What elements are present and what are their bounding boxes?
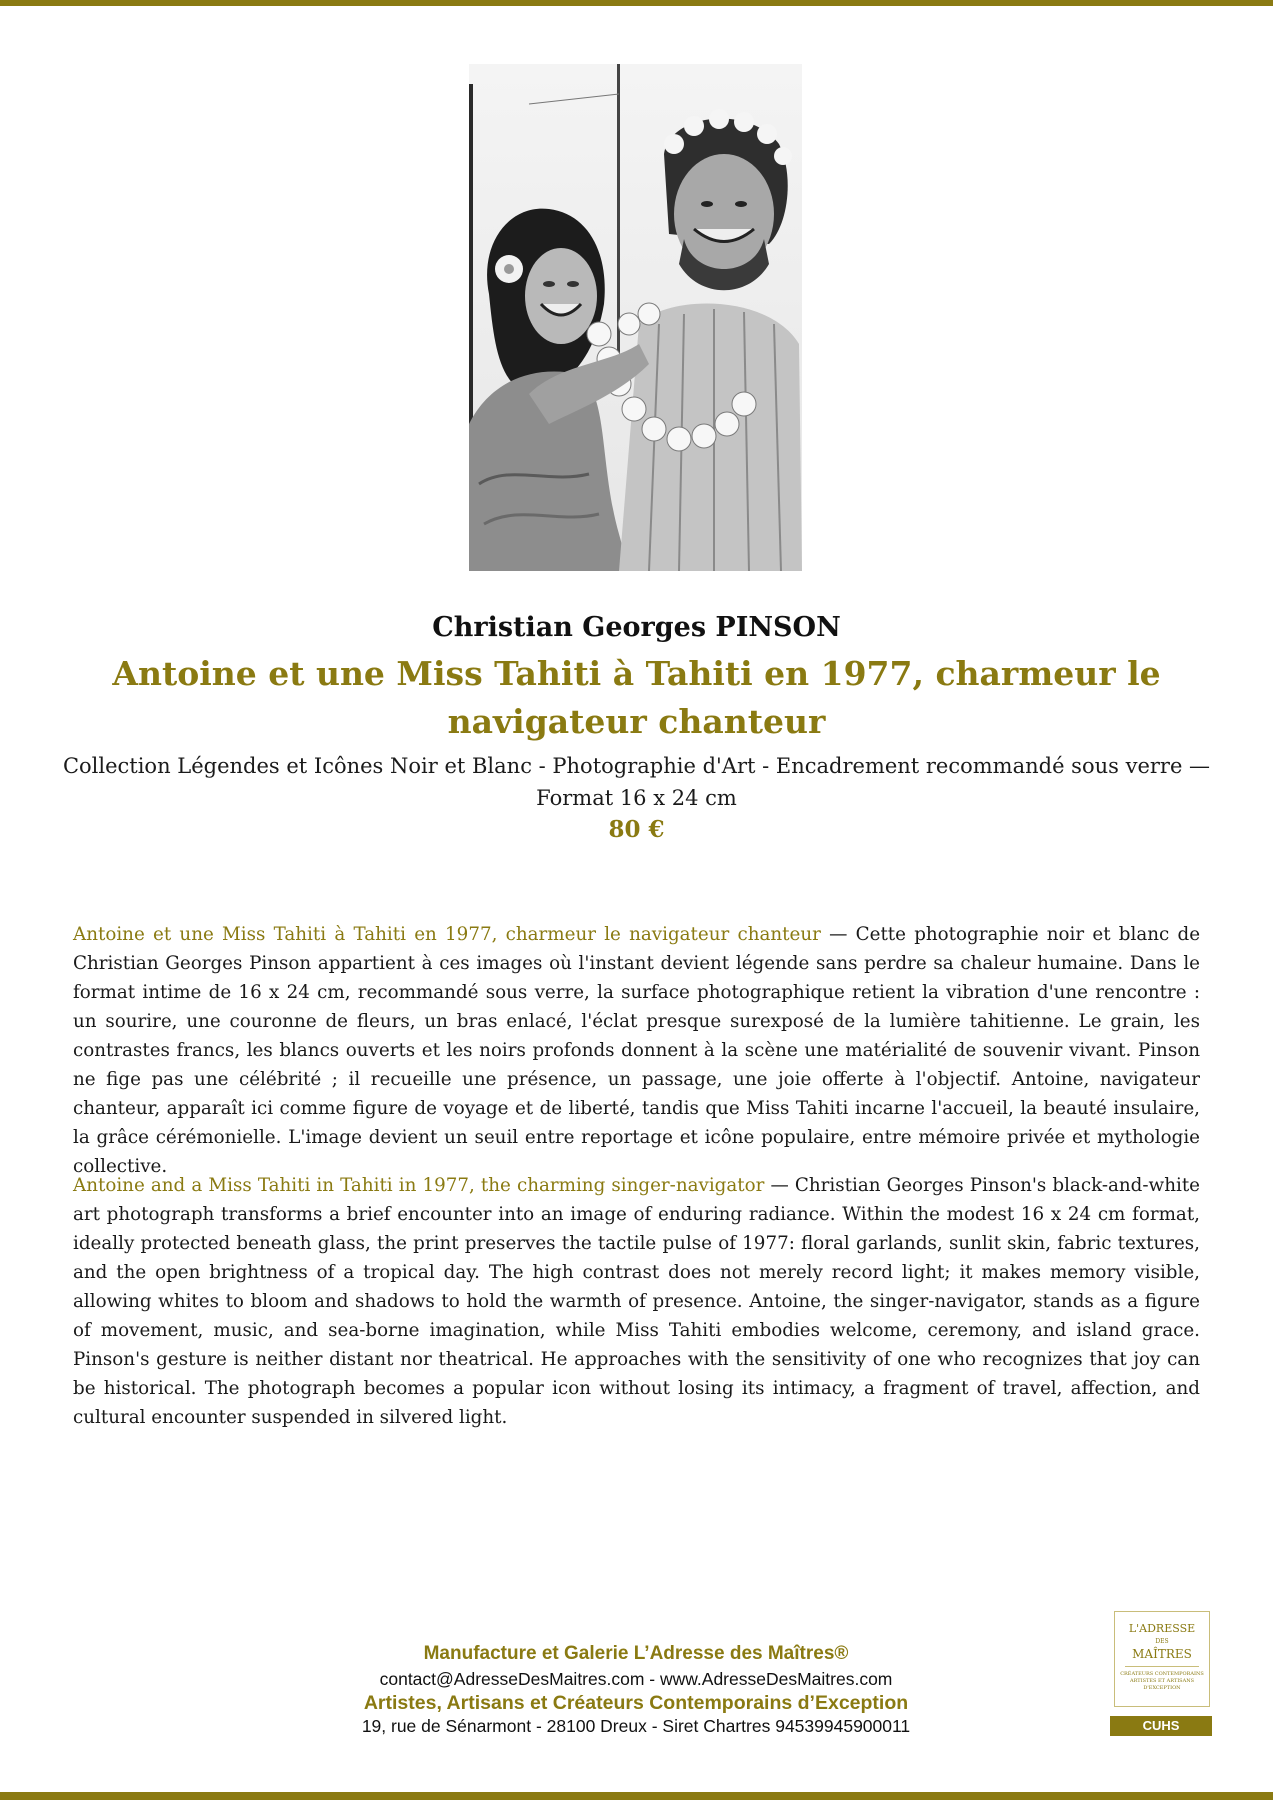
subtitle-line-1: Collection Légendes et Icônes Noir et Blanc - Photographie d'Art - Encadrement recommandé sous verre —	[62, 754, 1211, 778]
description-english-text: — Christian Georges Pinson's black-and-white art photograph transforms a brief encounter into an image of enduring radiance. Within the modest 16 x 24 cm format, ideally protected beneath glass, the print preserves the tactile pulse of 1977: floral garlands, sunlit skin, fabric textures, and the open brightness of a tropical day. The high contrast does not merely record light; it makes memory visible, allowing whites to bloom and shadows to hold the warmth of presence. Antoine, the singer-navigator, stands as a figure of movement, music, and sea-borne imagination, while Miss Tahiti embodies welcome, ceremony, and island grace. Pinson's gesture is neither distant nor theatrical. He approaches with the sensitivity of one who recognizes that joy can be historical. The photograph becomes a popular icon without losing its intimacy, a fragment of travel, affection, and cultural encounter suspended in silvered light.	[73, 1175, 1200, 1428]
gallery-logo	[1114, 1611, 1210, 1707]
top-accent-bar	[0, 0, 1273, 6]
artwork-title: Antoine et une Miss Tahiti à Tahiti en 1977, charmeur le navigateur chanteur	[112, 654, 1161, 741]
logo-divider	[1125, 1666, 1199, 1667]
description-french-text: — Cette photographie noir et blanc de Christian Georges Pinson appartient à ces images où l'instant devient légende sans perdre sa chaleur humaine. Dans le format intime de 16 x 24 cm, recommandé sous verre, la surface photographique retient la vibration d'une rencontre : un sourire, une couronne de fleurs, un bras enlacé, l'éclat presque surexposé de la lumière tahitienne. Le grain, les contrastes francs, les blancs ouverts et les noirs profonds donnent à la scène une matérialité de souvenir vivant. Pinson ne fige pas une célébrité ; il recueille une présence, un passage, une joie offerte à l'objectif. Antoine, navigateur chanteur, apparaît ici comme figure de voyage et de liberté, tandis que Miss Tahiti incarne l'accueil, la beauté insulaire, la grâce cérémonielle. L'image devient un seuil entre reportage et icône populaire, entre mémoire privée et mythologie collective.	[73, 924, 1201, 1177]
footer-address: 19, rue de Sénarmont - 28100 Dreux - Siret Chartres 94539945900011	[361, 1716, 911, 1736]
logo-line-1: L'ADRESSE	[1128, 1622, 1196, 1635]
photograph-illustration	[469, 64, 802, 571]
description-english	[73, 1171, 1200, 1432]
artwork-subtitle	[60, 750, 1213, 814]
artwork-photograph	[469, 64, 802, 571]
footer-tagline: Artistes, Artisans et Créateurs Contemporains d’Exception	[363, 1692, 909, 1714]
logo-line-3: MAÎTRES	[1132, 1647, 1192, 1661]
bottom-accent-bar	[0, 1792, 1273, 1800]
artwork-price: 80 €	[608, 816, 665, 843]
description-french-lead: Antoine et une Miss Tahiti à Tahiti en 1977, charmeur le navigateur chanteur	[73, 924, 821, 945]
logo-line-2: DES	[1155, 1638, 1169, 1645]
description-french	[73, 920, 1200, 1181]
description-english-lead: Antoine and a Miss Tahiti in Tahiti in 1977, the charming singer-navigator	[73, 1175, 765, 1196]
artist-name: Christian Georges PINSON	[432, 612, 841, 643]
footer-gallery-name: Manufacture et Galerie L’Adresse des Maîtres®	[423, 1643, 849, 1664]
subtitle-line-2: Format 16 x 24 cm	[536, 786, 737, 810]
logo-line-4: CRÉATEURS CONTEMPORAINS ARTISTES ET ARTISANS D'EXCEPTION	[1120, 1671, 1204, 1691]
footer-contact: contact@AdresseDesMaitres.com - www.AdresseDesMaitres.com	[379, 1669, 893, 1689]
logo-badge: CUHS	[1110, 1716, 1212, 1736]
